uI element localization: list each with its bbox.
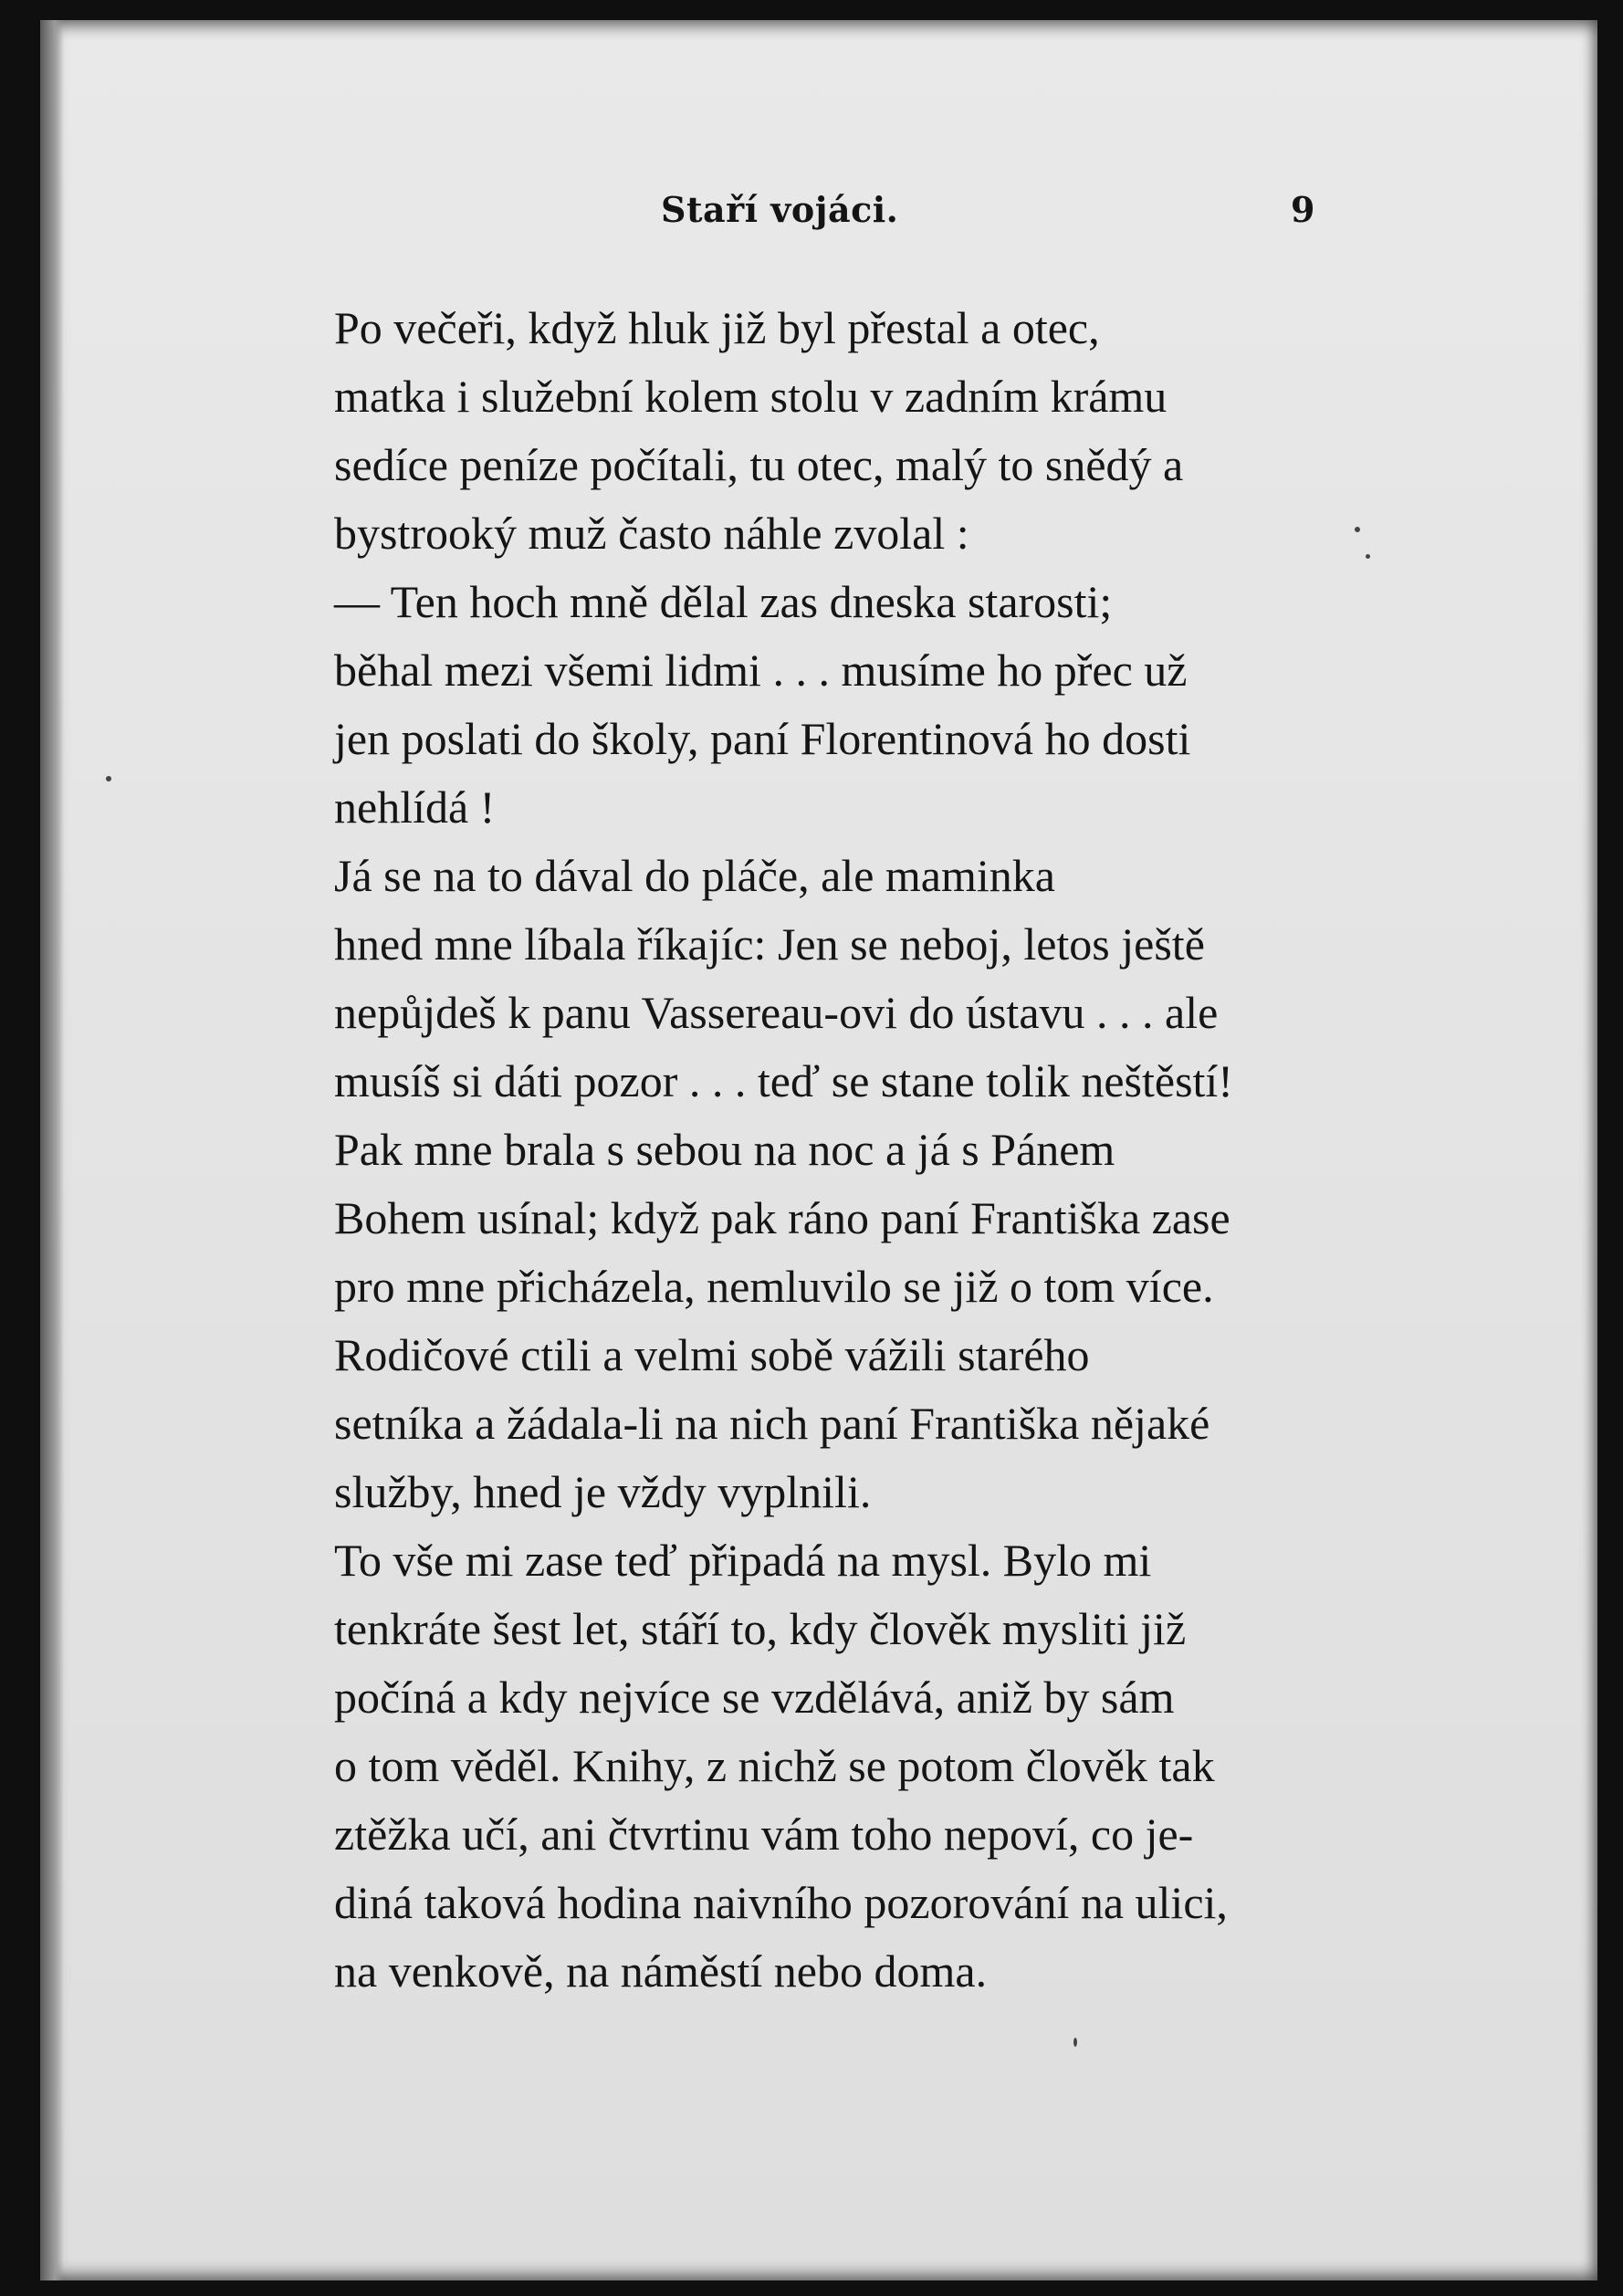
text-line: musíš si dáti pozor . . . teď se stane tolik neštěstí! bbox=[334, 1055, 1233, 1106]
text-line: Pak mne brala s sebou na noc a já s Pánem bbox=[334, 1124, 1115, 1175]
text-line: služby, hned je vždy vyplnili. bbox=[334, 1466, 872, 1517]
ink-speck bbox=[1355, 527, 1360, 532]
text-line: běhal mezi všemi lidmi . . . musíme ho přec už bbox=[334, 645, 1188, 696]
ink-speck bbox=[106, 776, 111, 781]
paragraph-1 bbox=[239, 294, 1371, 568]
text-line: tenkráte šest let, stáří to, kdy člověk mysliti již bbox=[334, 1603, 1187, 1654]
text-line: Já se na to dával do pláče, ale maminka bbox=[334, 850, 1055, 901]
book-page bbox=[40, 20, 1597, 2280]
running-head bbox=[40, 189, 1597, 244]
text-line: — Ten hoch mně dělal zas dneska starosti; bbox=[334, 576, 1113, 627]
text-line: diná taková hodina naivního pozorování na ulici, bbox=[334, 1877, 1228, 1928]
text-line: hned mne líbala říkajíc: Jen se neboj, letos ještě bbox=[334, 918, 1205, 970]
paragraph-4 bbox=[239, 1116, 1371, 1321]
text-line: ztěžka učí, ani čtvrtinu vám toho nepoví, co je- bbox=[334, 1808, 1194, 1860]
ink-speck bbox=[1366, 554, 1370, 559]
text-line: matka i služební kolem stolu v zadním krámu bbox=[334, 371, 1168, 422]
text-line: nehlídá ! bbox=[334, 781, 496, 833]
text-line: na venkově, na náměstí nebo doma. bbox=[334, 1945, 988, 1997]
text-line: setníka a žádala-li na nich paní Františka nějaké bbox=[334, 1398, 1210, 1449]
text-line: Po večeři, když hluk již byl přestal a otec, bbox=[334, 302, 1100, 353]
page-gutter-shadow bbox=[40, 20, 64, 2280]
text-line: pro mne přicházela, nemluvilo se již o tom více. bbox=[334, 1261, 1214, 1312]
paragraph-5 bbox=[239, 1321, 1371, 1526]
body-text bbox=[239, 294, 1371, 2006]
text-line: počíná a kdy nejvíce se vzdělává, aniž by sám bbox=[334, 1672, 1175, 1723]
text-line: jen poslati do školy, paní Florentinová ho dosti bbox=[334, 713, 1191, 764]
ink-speck bbox=[1073, 2038, 1077, 2047]
paragraph-6 bbox=[239, 1526, 1371, 2006]
text-line: Rodičové ctili a velmi sobě vážili starého bbox=[334, 1329, 1090, 1380]
text-line: o tom věděl. Knihy, z nichž se potom člověk tak bbox=[334, 1740, 1215, 1791]
text-line: To vše mi zase teď připadá na mysl. Bylo mi bbox=[334, 1535, 1152, 1586]
text-line: bystrooký muž často náhle zvolal : bbox=[334, 508, 969, 559]
page-number: 9 bbox=[1291, 189, 1315, 230]
running-title: Staří vojáci. bbox=[661, 189, 899, 230]
paragraph-3 bbox=[239, 842, 1371, 1116]
paragraph-2 bbox=[239, 568, 1371, 842]
text-line: Bohem usínal; když pak ráno paní Františka zase bbox=[334, 1192, 1230, 1243]
text-line: sedíce peníze počítali, tu otec, malý to snědý a bbox=[334, 439, 1184, 490]
text-line: nepůjdeš k panu Vassereau-ovi do ústavu . . . ale bbox=[334, 987, 1219, 1038]
